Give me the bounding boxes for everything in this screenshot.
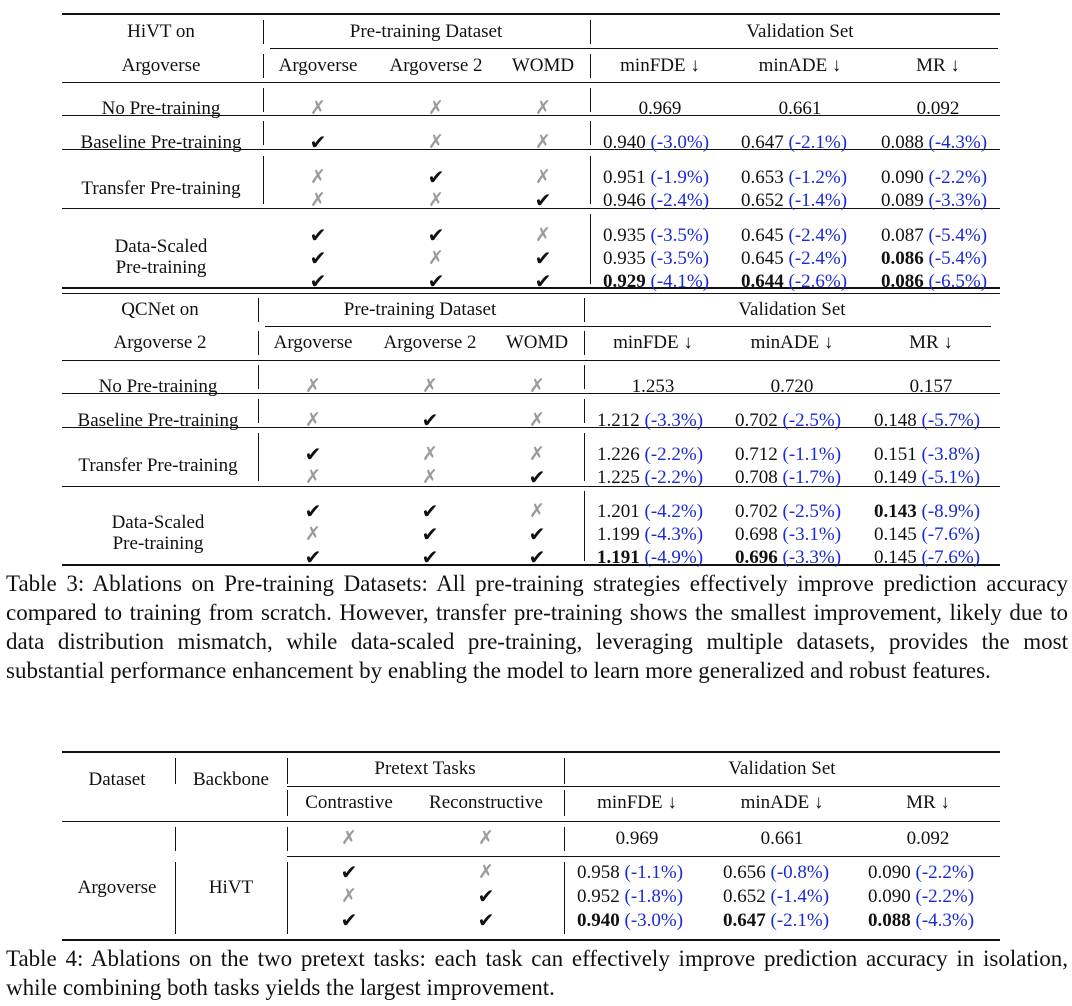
cross-icon: ✗ [341, 886, 357, 907]
metric-value: 0.698 [735, 524, 778, 545]
table4-caption: Table 4: Ablations on the two pretext tasks: each task can effectively improve prediction accuracy in isolation, while combining both tasks yields the largest improvement. [6, 946, 1068, 1000]
metric-fde [577, 862, 683, 884]
col-header: Argoverse [278, 55, 358, 76]
metric-delta: (-5.7%) [916, 410, 981, 431]
metric-value: 0.935 [603, 225, 646, 246]
metric-delta: (-4.9%) [639, 547, 704, 568]
metric-delta: (-2.1%) [765, 910, 830, 931]
metric-delta: (-2.4%) [783, 225, 848, 246]
check-icon: ✔ [340, 862, 358, 884]
row-label: Pre-training [112, 533, 204, 554]
col-header: minFDE ↓ [620, 55, 700, 76]
group-header-pretext: Pretext Tasks [374, 758, 476, 779]
row-label: No Pre-training [101, 98, 221, 119]
metric-delta: (-2.2%) [639, 467, 704, 488]
metric-delta: (-2.2%) [923, 167, 988, 188]
check-icon: ✔ [528, 467, 546, 489]
metric-delta: (-7.6%) [916, 524, 981, 545]
metric-delta: (-7.6%) [916, 547, 981, 568]
table-title: Argoverse [121, 55, 201, 76]
cross-icon: ✗ [428, 248, 444, 269]
metric-delta: (-1.2%) [783, 167, 848, 188]
metric-value: 1.225 [597, 467, 640, 488]
metric-delta: (-3.3%) [777, 547, 842, 568]
metric-delta: (-2.4%) [645, 190, 710, 211]
metric-delta: (-3.5%) [645, 248, 710, 269]
metric-value: 0.090 [868, 862, 911, 883]
metric-value: 0.087 [881, 225, 924, 246]
col-header: MR ↓ [909, 332, 953, 353]
metric-value: 0.661 [760, 828, 804, 849]
metric-value: 0.929 [603, 271, 646, 292]
metric-delta: (-3.8%) [916, 444, 981, 465]
metric-ade [723, 910, 829, 932]
metric-delta: (-1.7%) [777, 467, 842, 488]
col-header: minADE ↓ [758, 55, 842, 76]
col-header: minADE ↓ [750, 332, 834, 353]
check-icon: ✔ [528, 547, 546, 569]
check-icon: ✔ [477, 910, 495, 932]
col-header: Contrastive [305, 792, 393, 813]
metric-delta: (-2.5%) [777, 410, 842, 431]
check-icon: ✔ [427, 225, 445, 247]
col-header: Argoverse 2 [383, 332, 477, 353]
metric-delta: (-0.8%) [765, 862, 830, 883]
metric-delta: (-2.2%) [910, 862, 975, 883]
group-header-pretraining: Pre-training Dataset [343, 299, 497, 320]
metric-value: 1.226 [597, 444, 640, 465]
check-icon: ✔ [528, 524, 546, 546]
metric-value: 0.653 [741, 167, 784, 188]
group-header-pretraining: Pre-training Dataset [349, 21, 503, 42]
metric-value: 0.940 [603, 132, 646, 153]
cross-icon: ✗ [422, 376, 438, 397]
metric-value: 1.253 [631, 376, 675, 397]
metric-value: 0.090 [881, 167, 924, 188]
cross-icon: ✗ [305, 410, 321, 431]
row-label: Baseline Pre-training [80, 132, 242, 153]
metric-value: 0.708 [735, 467, 778, 488]
metric-value: 0.720 [770, 376, 814, 397]
metric-delta: (-2.4%) [783, 248, 848, 269]
metric-value: 0.652 [723, 886, 766, 907]
col-header: WOMD [511, 55, 575, 76]
row-label: No Pre-training [98, 376, 218, 397]
metric-ade [723, 862, 829, 884]
metric-delta: (-4.3%) [639, 524, 704, 545]
metric-delta: (-4.2%) [639, 501, 704, 522]
check-icon: ✔ [304, 444, 322, 466]
metric-delta: (-2.6%) [783, 271, 848, 292]
metric-ade [761, 828, 804, 850]
group-header-validation: Validation Set [728, 758, 836, 779]
metric-value: 0.702 [735, 410, 778, 431]
metric-value: 0.644 [741, 271, 784, 292]
metric-value: 0.647 [723, 910, 766, 931]
metric-delta: (-5.4%) [923, 248, 988, 269]
check-icon: ✔ [309, 271, 327, 293]
check-icon: ✔ [309, 248, 327, 270]
metric-value: 0.951 [603, 167, 646, 188]
row-label: Baseline Pre-training [77, 410, 239, 431]
group-header-validation: Validation Set [738, 299, 846, 320]
metric-ade [723, 886, 829, 908]
row-label: Pre-training [115, 257, 207, 278]
metric-value: 0.645 [741, 225, 784, 246]
metric-mr [907, 828, 950, 850]
metric-value: 1.199 [597, 524, 640, 545]
col-header: Argoverse 2 [389, 55, 483, 76]
col-header: WOMD [505, 332, 569, 353]
group-header-validation: Validation Set [746, 21, 854, 42]
col-header: minFDE ↓ [613, 332, 693, 353]
metric-value: 0.157 [909, 376, 953, 397]
cross-icon: ✗ [341, 828, 357, 849]
metric-delta: (-3.5%) [645, 225, 710, 246]
row-label: Transfer Pre-training [81, 178, 241, 199]
check-icon: ✔ [421, 410, 439, 432]
table3-caption: Table 3: Ablations on Pre-training Datasets: All pre-training strategies effectively improve prediction accuracy compared to training from scratch. However, transfer pre-training shows the smallest improvement, likely due to data distribution mismatch, while data-scaled pre-training, leveraging multiple datasets, provides the most substantial performance enhancement by enabling the model to learn more generalized and robust features. [6, 571, 1068, 683]
check-icon: ✔ [340, 910, 358, 932]
metric-delta: (-1.8%) [619, 886, 684, 907]
metric-value: 0.969 [615, 828, 659, 849]
backbone-cell: HiVT [208, 877, 254, 898]
metric-value: 0.935 [603, 248, 646, 269]
col-header: Reconstructive [429, 792, 543, 813]
metric-delta: (-2.1%) [783, 132, 848, 153]
metric-delta: (-4.1%) [645, 271, 710, 292]
check-icon: ✔ [477, 886, 495, 908]
col-header: Argoverse [273, 332, 353, 353]
cross-icon: ✗ [529, 501, 545, 522]
metric-delta: (-3.3%) [639, 410, 704, 431]
metric-value: 0.656 [723, 862, 766, 883]
check-icon: ✔ [534, 248, 552, 270]
check-icon: ✔ [427, 167, 445, 189]
metric-delta: (-5.1%) [916, 467, 981, 488]
metric-value: 0.946 [603, 190, 646, 211]
cross-icon: ✗ [428, 98, 444, 119]
metric-value: 0.969 [638, 98, 682, 119]
cross-icon: ✗ [428, 132, 444, 153]
cross-icon: ✗ [310, 167, 326, 188]
metric-value: 0.151 [874, 444, 917, 465]
table-title: HiVT on [127, 21, 195, 42]
metric-value: 0.092 [906, 828, 950, 849]
check-icon: ✔ [309, 225, 327, 247]
metric-value: 0.696 [735, 547, 778, 568]
metric-fde [577, 910, 683, 932]
row-label: Data-Scaled [111, 512, 205, 533]
cross-icon: ✗ [310, 98, 326, 119]
metric-value: 0.661 [778, 98, 822, 119]
metric-delta: (-8.9%) [916, 501, 981, 522]
metric-value: 0.089 [881, 190, 924, 211]
col-header: minADE ↓ [740, 792, 824, 813]
metric-delta: (-4.3%) [910, 910, 975, 931]
metric-delta: (-3.1%) [777, 524, 842, 545]
metric-delta: (-1.4%) [765, 886, 830, 907]
metric-delta: (-2.2%) [910, 886, 975, 907]
metric-delta: (-2.5%) [777, 501, 842, 522]
metric-value: 0.143 [874, 501, 917, 522]
metric-value: 0.086 [881, 248, 924, 269]
metric-mr [868, 862, 974, 884]
cross-icon: ✗ [478, 862, 494, 883]
check-icon: ✔ [427, 271, 445, 293]
check-icon: ✔ [421, 501, 439, 523]
metric-value: 1.212 [597, 410, 640, 431]
cross-icon: ✗ [305, 376, 321, 397]
metric-value: 0.952 [577, 886, 620, 907]
cross-icon: ✗ [305, 524, 321, 545]
metric-mr [868, 886, 974, 908]
metric-delta: (-4.3%) [923, 132, 988, 153]
metric-value: 0.086 [881, 271, 924, 292]
col-header: minFDE ↓ [597, 792, 677, 813]
metric-value: 0.145 [874, 524, 917, 545]
metric-delta: (-1.1%) [619, 862, 684, 883]
metric-value: 0.940 [577, 910, 620, 931]
metric-delta: (-2.2%) [639, 444, 704, 465]
metric-delta: (-1.1%) [777, 444, 842, 465]
check-icon: ✔ [309, 132, 327, 154]
row-label: Transfer Pre-training [78, 455, 238, 476]
metric-delta: (-3.0%) [645, 132, 710, 153]
metric-value: 0.088 [868, 910, 911, 931]
metric-value: 0.652 [741, 190, 784, 211]
table-title: Argoverse 2 [113, 332, 207, 353]
cross-icon: ✗ [535, 167, 551, 188]
cross-icon: ✗ [428, 190, 444, 211]
row-label: Data-Scaled [114, 236, 208, 257]
metric-value: 0.702 [735, 501, 778, 522]
metric-value: 1.191 [597, 547, 640, 568]
check-icon: ✔ [421, 524, 439, 546]
metric-value: 0.088 [881, 132, 924, 153]
metric-fde [616, 828, 659, 850]
metric-value: 0.647 [741, 132, 784, 153]
metric-value: 0.712 [735, 444, 778, 465]
cross-icon: ✗ [310, 190, 326, 211]
cross-icon: ✗ [535, 98, 551, 119]
cross-icon: ✗ [422, 444, 438, 465]
cross-icon: ✗ [422, 467, 438, 488]
metric-fde [577, 886, 683, 908]
metric-delta: (-1.4%) [783, 190, 848, 211]
cross-icon: ✗ [529, 444, 545, 465]
dataset-cell: Argoverse [77, 877, 157, 898]
metric-value: 0.645 [741, 248, 784, 269]
metric-value: 0.958 [577, 862, 620, 883]
metric-value: 0.090 [868, 886, 911, 907]
metric-value: 1.201 [597, 501, 640, 522]
cross-icon: ✗ [535, 132, 551, 153]
table-title: QCNet on [121, 299, 199, 320]
col-header: MR ↓ [916, 55, 960, 76]
cross-icon: ✗ [535, 225, 551, 246]
check-icon: ✔ [304, 501, 322, 523]
col-header: MR ↓ [906, 792, 950, 813]
cross-icon: ✗ [305, 467, 321, 488]
metric-delta: (-6.5%) [923, 271, 988, 292]
metric-delta: (-3.0%) [619, 910, 684, 931]
metric-value: 0.145 [874, 547, 917, 568]
col-header-dataset: Dataset [88, 769, 146, 790]
check-icon: ✔ [304, 547, 322, 569]
metric-delta: (-1.9%) [645, 167, 710, 188]
cross-icon: ✗ [478, 828, 494, 849]
metric-delta: (-3.3%) [923, 190, 988, 211]
check-icon: ✔ [534, 271, 552, 293]
metric-delta: (-5.4%) [923, 225, 988, 246]
metric-value: 0.149 [874, 467, 917, 488]
metric-value: 0.092 [916, 98, 960, 119]
cross-icon: ✗ [529, 376, 545, 397]
col-header-backbone: Backbone [193, 769, 269, 790]
check-icon: ✔ [534, 190, 552, 212]
check-icon: ✔ [421, 547, 439, 569]
cross-icon: ✗ [529, 410, 545, 431]
metric-value: 0.148 [874, 410, 917, 431]
metric-mr [868, 910, 974, 932]
